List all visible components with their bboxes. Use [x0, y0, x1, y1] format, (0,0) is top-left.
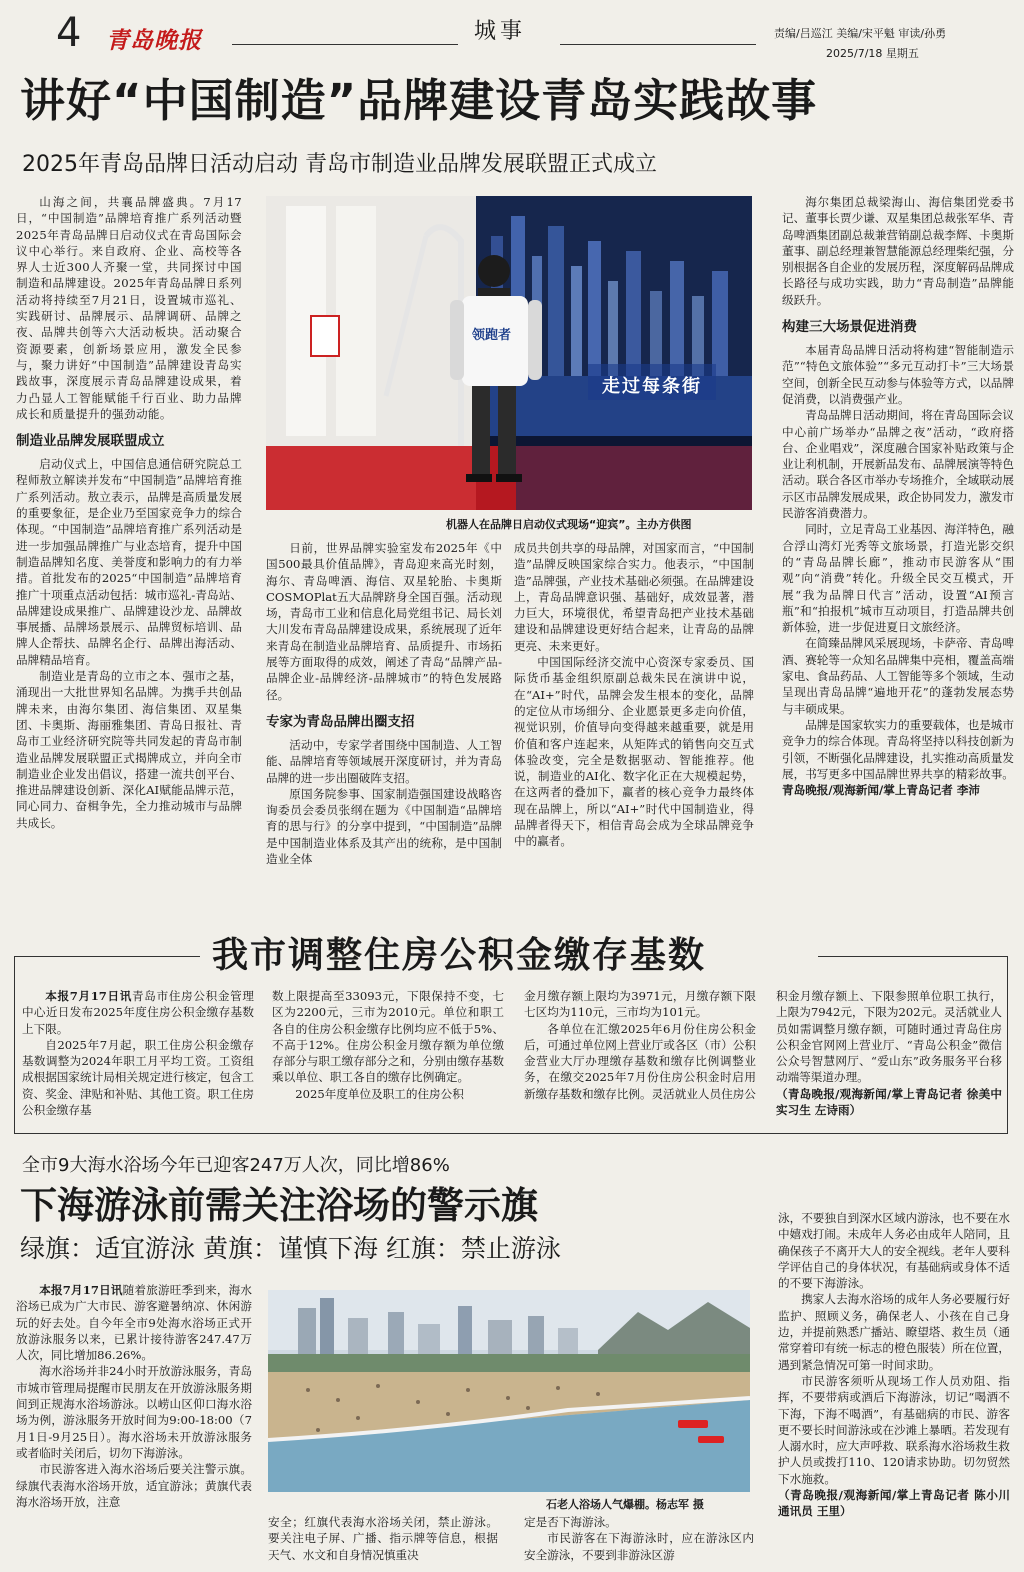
- story2-byline: （青岛晚报/观海新闻/掌上青岛记者 徐美中 实习生 左诗雨）: [776, 1086, 1002, 1118]
- story1-column-3: [514, 540, 754, 930]
- issue-date: 2025/7/18 星期五: [826, 47, 919, 60]
- story2-text: 青岛市住房公积金管理中心近日发布2025年度住房公积金缴存基数上下限。: [22, 989, 254, 1036]
- story1-paragraph: 海尔集团总裁梁海山、海信集团党委书记、董事长贾少谦、双星集团总裁张军华、青岛啤酒集团副总裁兼营销副总裁李辉、卡奥斯董事、副总经理兼智慧能源总经理柴纪强，分别根据各自企业的发展历程，深度解码品牌成长路径与成功实践，助力“青岛制造”品牌能级跃升。: [782, 195, 1014, 307]
- story1-byline: 青岛晚报/观海新闻/掌上青岛记者 李沛: [782, 783, 981, 798]
- story1-paragraph: 同时，立足青岛工业基因、海洋特色，融合浮山湾灯光秀等文旅场景，打造光影交织的“青岛品牌长廊”，推动市民游客从“围观”向“消费”转化。升级全民交互模式，开展“我为品牌日代言”活动，设置“AI预言瓶”和“拍报机”城市互动项目，打造品牌共创新体验，进一步促进夏日文旅经济。: [782, 522, 1014, 635]
- story1-subhead: 2025年青岛品牌日活动启动 青岛市制造业品牌发展联盟正式成立: [22, 152, 657, 177]
- story3-paragraph: 定是否下海游泳。: [524, 1515, 617, 1529]
- story3-paragraph: 市民游客在下海游泳时，应在游泳区内安全游泳，不要到非游泳区游: [524, 1531, 754, 1562]
- story1-paragraph: 本届青岛品牌日活动将构建“智能制造示范”“特色文旅体验”“多元互动打卡”三大场景空间，创新全民互动参与体验等方式，以品牌促消费，以消费强产业。: [782, 343, 1014, 406]
- story2-paragraph: 金月缴存额上限均为3971元，月缴存额下限七区均为110元，三市均为101元。: [524, 989, 756, 1020]
- story1-subheading-experts: 专家为青岛品牌出圈支招: [266, 713, 415, 730]
- beach-scene-graphic: [268, 1290, 750, 1492]
- story2-paragraph: 数上限提高至33093元，下限保持不变，七区为2200元，三市为2010元。单位和职工各自的住房公积金缴存比例均应不低于5%、不高于12%。住房公积金月缴存额为单位缴存部分与职工缴存部分之和，分别由缴存基数乘以单位、职工各自的缴存比例确定。: [272, 989, 504, 1085]
- story3-byline: （青岛晚报/观海新闻/掌上青岛记者 陈小川 通讯员 王里）: [778, 1488, 1010, 1519]
- story1-paragraph: 山海之间，共襄品牌盛典。7月17日，“中国制造”品牌培育推广系列活动暨2025年青岛品牌日启动仪式在青岛国际会议中心举行。来自政府、企业、高校等各界人士近300人齐聚一堂，共同探讨中国制造和品牌建设。2025年青岛品牌日系列活动将持续至7月21日，设置城市巡礼、实践研讨、品牌展示、品牌调研、品牌之夜、品牌共创等六大活动板块。活动聚合资源要素，创新场景应用，激发全民参与，聚力讲好“中国制造”品牌建设青岛实践故事，深度展示青岛品牌建设成果，着力凸显人工智能赋能千行百业、助力品牌成长和质量提升的强劲动能。: [16, 195, 242, 421]
- robot-photo-caption: 机器人在品牌日启动仪式现场“迎宾”。主办方供图: [446, 518, 692, 531]
- editor-credits: 责编/吕巡江 美编/宋平魁 审读/孙勇: [774, 27, 947, 40]
- story2-column-3: [524, 988, 756, 1128]
- story3-column-1: [16, 1282, 252, 1568]
- story1-column-2: [266, 540, 502, 930]
- story1-paragraph: 成员共创共享的母品牌，对国家而言，“中国制造”品牌反映国家综合实力。他表示，“中国制造”品牌强，产业技术基础必须强。在品牌建设上，青岛品牌意识强、基础好，成效显著，潜力巨大，环境很优，希望青岛把产业技术基础建设和品牌建设更好结合起来，让青岛的品牌更亮、未来更好。: [514, 541, 754, 653]
- story1-paragraph: 日前，世界品牌实验室发布2025年《中国500最具价值品牌》，青岛迎来高光时刻，海尔、青岛啤酒、海信、双星轮胎、卡奥斯COSMOPlat五大品牌跻身全国百强。活动现场，青岛市工业和信息化局党组书记、局长刘大川发布青岛品牌建设成果，系统展现了近年来青岛在制造业品牌培育、品质提升、市场拓展等方面取得的成效，阐述了青岛“品牌产品-品牌企业-品牌经济-品牌城市”的特色发展路径。: [266, 541, 502, 702]
- page-number: 4: [56, 10, 82, 56]
- story3-column-2: [268, 1514, 498, 1568]
- story1-column-4: [782, 194, 1014, 930]
- story1-paragraph: 制造业是青岛的立市之本、强市之基，涌现出一大批世界知名品牌。为携手共创品牌未来，由海尔集团、海信集团、双星集团、卡奥斯、海丽雅集团、青岛日报社、青岛市工业经济研究院等共同发起的青岛市制造业品牌发展联盟正式揭牌成立，并向全市制造业企业发出倡议，搭建一流共创平台、推进品牌建设创新、深化AI赋能品牌示范，同心同力、奋楫争先，全力推动城市与品牌共成长。: [16, 669, 242, 830]
- story1-headline: 讲好“中国制造”品牌建设青岛实践故事: [20, 74, 818, 127]
- story3-paragraph: 携家人去海水浴场的成年人务必要履行好监护、照顾义务，确保老人、小孩在自己身边，并提前熟悉广播站、瞭望塔、救生员（通常穿着印有统一标志的橙色服装）所在位置，遇到紧急情况可第一时间求助。: [778, 1292, 1010, 1372]
- story3-column-4: [778, 1210, 1010, 1568]
- story1-paragraph: 活动中，专家学者围绕中国制造、人工智能、品牌培育等领域展开深度研讨，并为青岛品牌的进一步出圈破阵支招。: [266, 737, 502, 785]
- story1-subheading-alliance: 制造业品牌发展联盟成立: [16, 433, 165, 450]
- story1-paragraph: 在简臻品牌风采展现场，卡萨帝、青岛啤酒、赛轮等一众知名品牌集中亮相，覆盖高端家电、食品药品、人工智能等多个领域，生动呈现出青岛品牌“遍地开花”的蓬勃发展态势与丰硕成果。: [782, 636, 1014, 716]
- story2-paragraph: 2025年度单位及职工的住房公积: [295, 1086, 464, 1101]
- section-title: 城事: [474, 19, 527, 44]
- story2-headline: 我市调整住房公积金缴存基数: [212, 935, 707, 976]
- photo-sign-text: 走过每条街: [602, 376, 702, 397]
- story3-paragraph: 泳，不要独自到深水区域内游泳，也不要在水中嬉戏打闹。未成年人务必由成年人陪同，且确保孩子不离开大人的安全视线。老年人要科学评估自己的身体状况，有基础病或身体不适的不要下海游泳。: [778, 1211, 1010, 1291]
- story3-paragraph: 市民游客进入海水浴场后要关注警示旗。绿旗代表海水浴场开放，适宜游泳；黄旗代表海水浴场开放，注意: [16, 1462, 252, 1509]
- story2-paragraph: 自2025年7月起，职工住房公积金缴存基数调整为2024年职工月平均工资。工资组成根据国家统计局相关规定进行核定，包含工资、奖金、津贴和补贴、其他工资。职工住房公积金缴存基: [22, 1037, 254, 1118]
- story3-paragraph: 安全；红旗代表海水浴场关闭，禁止游泳。要关注电子屏、广播、指示牌等信息，根据天气、水文和自身情况慎重决: [268, 1515, 498, 1562]
- story1-subheading-scenes: 构建三大场景促进消费: [782, 319, 917, 336]
- header-rule-right: [560, 44, 756, 45]
- story2-paragraph: 各单位在汇缴2025年6月份住房公积金后，可通过单位网上营业厅或各区（市）公积金营业大厅办理缴存基数和缴存比例调整业务，在缴交2025年7月份住房公积金时启用新缴存基数和缴存比例。灵活就业人员住房公: [524, 1021, 756, 1101]
- story1-paragraph: 中国国际经济交流中心资深专家委员、国际货币基金组织原副总裁朱民在演讲中说，在“AI+”时代，品牌会发生根本的变化，品牌的定位从市场细分、企业愿景更多走向价值，视觉识别，价值导向变得越来越重要，就是用价值和客户连起来，从矩阵式的销售向交互式体验改变，完全是数据驱动、智能推荐。他说，制造业的AI化、数字化正在大规模起势，在这两者的叠加下，赢者的核心竞争力最终体现在品牌上，所以“AI+”时代中国制造业，得品牌者得天下，相信青岛会成为全球品牌竞争中的赢者。: [514, 655, 754, 849]
- story2-column-2: [272, 988, 504, 1128]
- story2-paragraph: 积金月缴存额上、下限参照单位职工执行，上限为7942元，下限为202元。灵活就业人员如需调整月缴存额，可随时通过青岛住房公积金官网网上营业厅、“青岛公积金”微信公众号智慧网厅、“爱山东”政务服务平台移动端等渠道办理。: [776, 989, 1002, 1085]
- story1-paragraph: 原国务院参事、国家制造强国建设战略咨询委员会委员张纲在题为《中国制造“品牌培育的思与行》的分享中提到，“中国制造”品牌是中国制造业体系及其产出的统称，是中国制造业全体: [266, 786, 502, 867]
- story2-column-1: [22, 988, 254, 1128]
- story1-paragraph: 启动仪式上，中国信息通信研究院总工程师敖立解读并发布“中国制造”品牌培育推广系列活动。敖立表示，品牌是高质量发展的重要象征，是企业乃至国家竞争力的综合体现。“中国制造”品牌培育推广系列活动是进一步加强品牌推广与业态培育，提升中国制造品牌知名度、美誉度和影响力的有力举措。首批发布的2025“中国制造”品牌培育推广十项重点活动包括：城市巡礼-青岛站、品牌建设成果推广、品牌建设沙龙、品牌故事展播、品牌场景展示、品牌贸标培训、品牌人企帮扶、品牌名企行、品牌出海活动、品牌精品培育。: [16, 457, 242, 667]
- beach-photo-caption: 石老人浴场人气爆棚。杨志军 摄: [546, 1498, 704, 1511]
- robot-shirt-logo: 领跑者: [472, 328, 512, 343]
- story3-text: 随着旅游旺季到来，海水浴场已成为广大市民、游客避暑纳凉、休闲游玩的好去处。自今年全市9处海水浴场正式开放游泳服务以来，已累计接待游客247.47万人次，同比增加86.26%。: [16, 1283, 252, 1363]
- story1-column-1: [16, 194, 242, 929]
- header-rule-left: [232, 44, 458, 45]
- beach-photo: [268, 1290, 750, 1492]
- story3-subhead: 绿旗：适宜游泳 黄旗：谨慎下海 红旗：禁止游泳: [20, 1234, 561, 1263]
- story3-column-3: [524, 1514, 754, 1568]
- story3-headline: 下海游泳前需关注浴场的警示旗: [20, 1184, 538, 1227]
- story3-paragraph: 市民游客须听从现场工作人员劝阻、指挥，不要带病或酒后下海游泳，切记“喝酒不下海，下海不喝酒”，有基础病的市民、游客更不要长时间游泳或在沙滩上暴晒。若发现有人溺水时，应大声呼救、联系海水浴场救生救护人员或拨打110、120请求协助。切勿贸然下水施救。: [778, 1373, 1010, 1486]
- story3-kicker: 全市9大海水浴场今年已迎客247万人次，同比增86%: [22, 1155, 450, 1176]
- paper-name: 青岛晚报: [106, 27, 202, 54]
- story2-lead: 本报7月17日讯: [45, 989, 133, 1003]
- story3-paragraph: 海水浴场并非24小时开放游泳服务，青岛市城市管理局提醒市民朋友在开放游泳服务期间到正规海水浴场游泳。以崂山区仰口海水浴场为例，游泳服务开放时间为9:00-18:00（7月1日-9月25日）。海水浴场未开放游泳服务或者临时关闭后，切勿下海游泳。: [16, 1364, 252, 1460]
- story3-lead: 本报7月17日讯: [39, 1283, 123, 1297]
- robot-scene-graphic: [266, 196, 752, 510]
- robot-photo: [266, 196, 752, 510]
- story1-paragraph: 青岛品牌日活动期间，将在青岛国际会议中心前广场举办“品牌之夜”活动，“政府搭台、企业唱戏”，深度融合国家补贴政策与企业让利机制，开展新品发布、品牌展演等特色活动。联合各区市举办专场推介，全域联动展示区市品牌发展成果，政企协同发力，激发市民游客消费潜力。: [782, 408, 1014, 521]
- story2-column-4: [776, 988, 1002, 1128]
- story1-paragraph: 品牌是国家软实力的重要载体，也是城市竞争力的综合体现。青岛将坚持以科技创新为引领，不断强化品牌建设，扎实推动高质量发展，书写更多中国品牌世界共享的精彩故事。: [782, 717, 1014, 781]
